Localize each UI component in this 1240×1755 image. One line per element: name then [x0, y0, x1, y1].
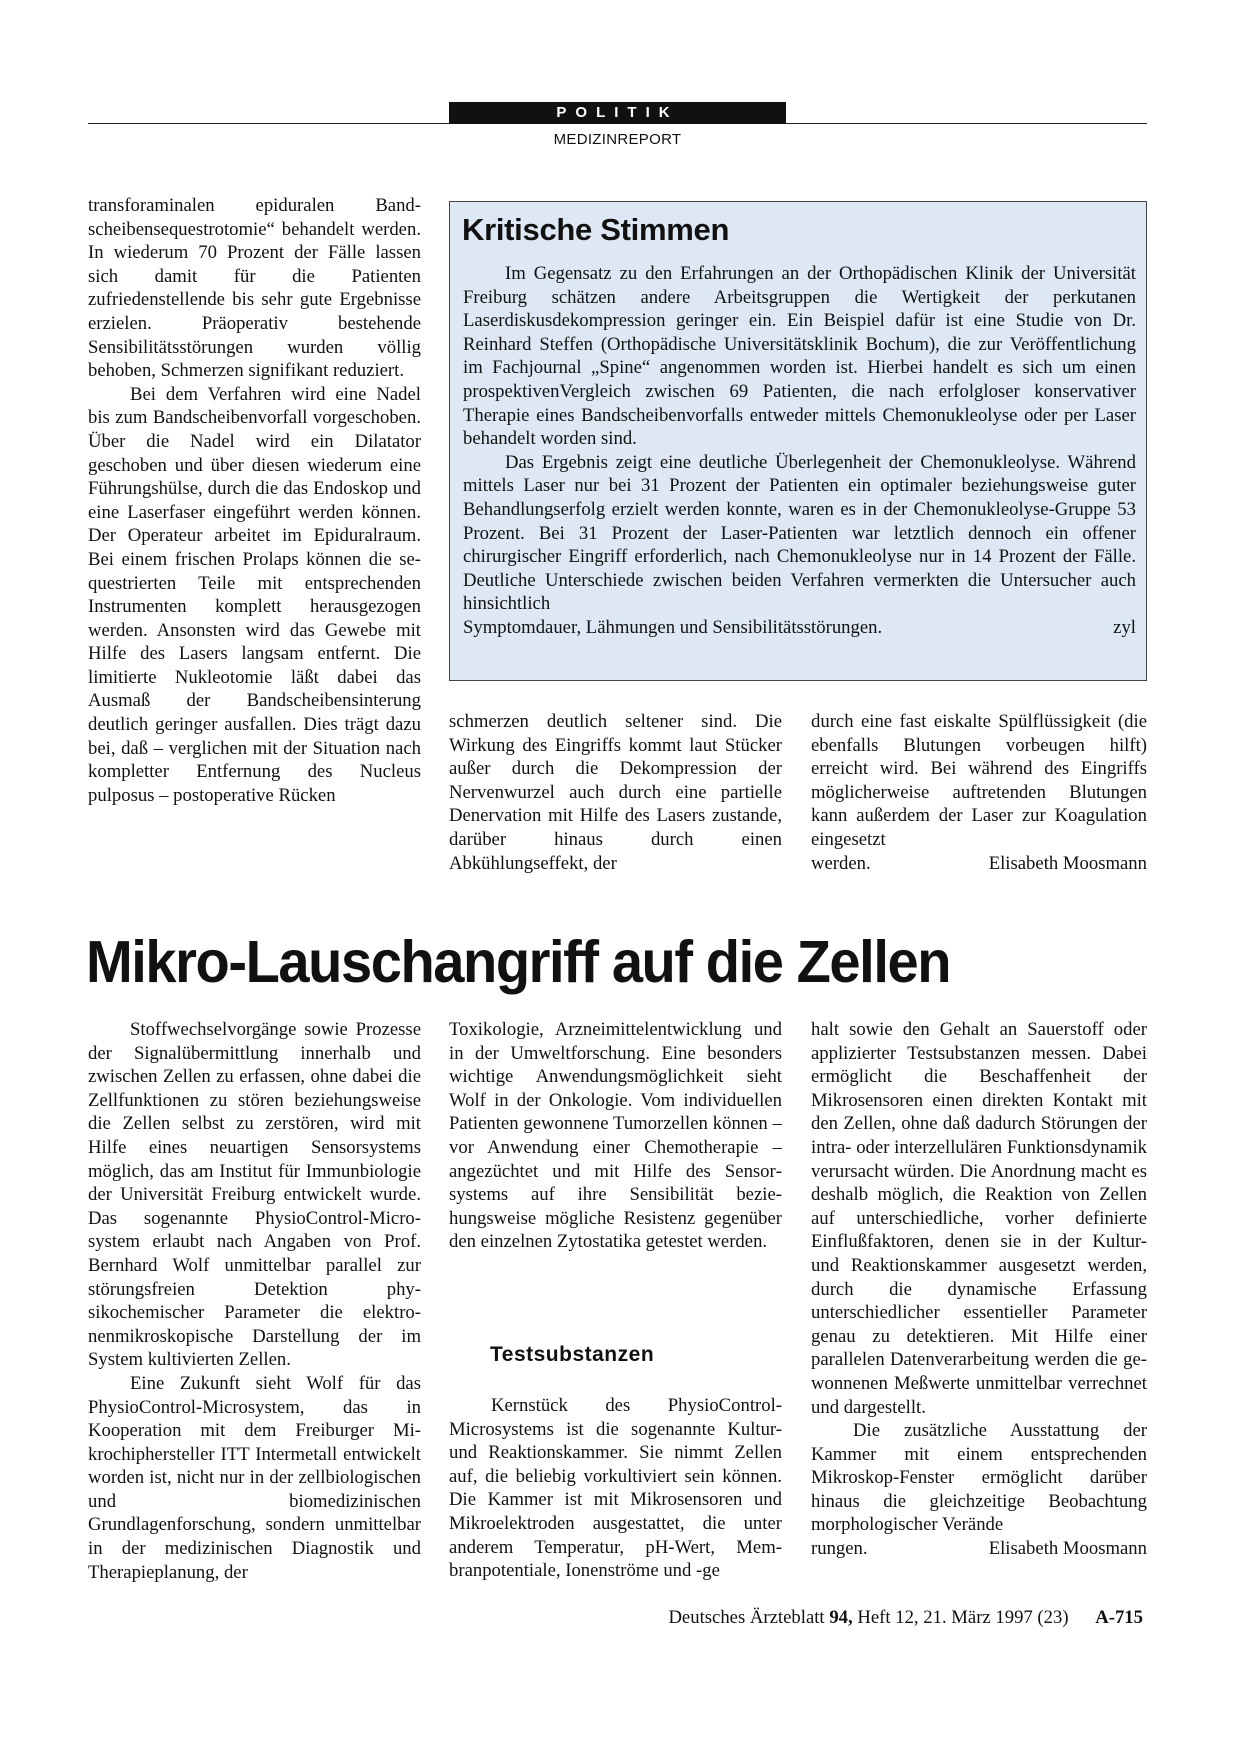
paragraph: Stoffwechselvorgänge sowie Prozesse der Signalübermittlung innerhalb und zwischen Zellen zu erfassen, ohne dabei die Zellfunktionen zu stören beziehungsweise die Zellen selbst zu zerstören, wird mit Hilfe eines neuartigen Sensorsystems möglich, das am Institut für Immunbiologie der Universität Freiburg entwickelt wurde. Das sogenannte PhysioControl-Microsystem erlaubt nach Angaben von Prof. Bernhard Wolf unmittelbar parallel zur störungsfreien Detektion physikochemischer Parameter die elektronenmikroskopische Darstellung der im System kultivierten Zellen. [88, 1019, 421, 1371]
paragraph: transforaminalen epiduralen Bandscheibensequestrotomie“ behandelt werden. In wiederum 70 Prozent der Fälle lassen sich damit für die Patienten zufriedenstellende bis sehr gute Ergebnisse erzielen. Präoperativ bestehende Sensibilitätsstörungen wurden völlig behoben, Schmerzen signifikant reduziert. [88, 195, 421, 382]
journal-name: Deutsches Ärzteblatt [668, 1607, 825, 1628]
lower-article-column-2-continued [449, 1394, 782, 1583]
paragraph: Kernstück des PhysioControl-Microsystems ist die sogenannte Kultur- und Reaktionskammer. Sie nimmt Zellen auf, die beliebig vorkultiviert sein können. Die Kammer ist mit Mikrosensoren und Mikroelektroden ausgestattet, die unter anderem Temperatur, pH-Wert, Membranpotentiale, Ionenströme und -ge [449, 1395, 782, 1582]
sidebar-paragraph: Das Ergebnis zeigt eine deutliche Überlegenheit der Chemonukleolyse. Während mittels Laser nur bei 31 Prozent der Patienten ein optimaler beziehungsweise guter Behandlungserfolg erzielt werden konnte, waren es in der Chemonukleolyse-Gruppe 53 Prozent. Bei 31 Prozent der Laser-Patienten war letztlich dennoch ein offener chirurgischer Eingriff erforderlich, nach Chemonukleolyse nur in 14 Prozent der Fälle. Deutliche Unterschiede zwischen beiden Verfahren vermerkten die Untersucher auch hinsichtlich [463, 451, 1136, 615]
sidebar-last-line [463, 616, 1136, 640]
paragraph: Die zusätzliche Ausstattung der Kammer mit einem entsprechenden Mikroskop-Fenster ermöglicht darüber hinaus die gleichzeitige Beobachtung morphologischer Verände [811, 1420, 1147, 1536]
journal-volume: 94, [829, 1607, 853, 1628]
author-name: Elisabeth Moosmann [988, 852, 1147, 874]
upper-article-column-3 [811, 710, 1147, 875]
section-label: POLITIK [449, 102, 786, 124]
upper-article-column-2 [449, 710, 782, 875]
paragraph: Eine Zukunft sieht Wolf für das PhysioControl-Microsystem, das in Kooperation mit dem Freiburger Mikrochiphersteller ITT Intermetall entwickelt worden ist, nicht nur in der zellbiologischen und biomedizinischen Grundlagenforschung, sondern unmittelbar in der medizinischen Diagnostik und Therapieplanung, der [88, 1372, 421, 1583]
author-line [811, 852, 1147, 876]
sidebar-last-line-text: Symptomdauer, Lähmungen und Sensibilitätsstörungen. [463, 616, 883, 638]
lower-article-column-3 [811, 1018, 1147, 1561]
author-line [811, 1537, 1147, 1561]
paragraph: schmerzen deutlich seltener sind. Die Wirkung des Eingriffs kommt laut Stücker außer durch die Dekompression der Nervenwurzel auch durch eine partielle Denervation mit Hilfe des Lasers zustande, darüber hinaus durch einen Abkühlungseffekt, der [449, 711, 782, 874]
paragraph: Bei dem Verfahren wird eine Nadel bis zum Bandscheibenvorfall vorgeschoben. Über die Nadel wird ein Dilatator geschoben und über diesen wiederum eine Führungshülse, durch die das Endoskop und eine Laserfaser eingeführt werden können. Der Operateur arbeitet im Epiduralraum. Bei einem frischen Prolaps können die sequestrierten Teile mit entsprechenden Instrumenten komplett herausgezogen werden. Ansonsten wird das Gewebe mit Hilfe des Lasers langsam entfernt. Die limitierte Nukleotomie läßt dabei das Ausmaß der Bandscheibensinterung deutlich geringer ausfallen. Dies trägt dazu bei, daß – verglichen mit der Situation nach kompletter Entfernung des Nucleus pulposus – postoperative Rücken [88, 383, 421, 806]
closing-word: rungen. [811, 1538, 868, 1560]
sidebar-body [463, 262, 1136, 640]
page-number: A-715 [1095, 1607, 1143, 1628]
page-footer [668, 1607, 1143, 1629]
upper-article-column-1 [88, 194, 421, 807]
subsection-label: MEDIZINREPORT [553, 131, 682, 148]
lower-article-column-1 [88, 1018, 421, 1584]
sidebar-paragraph: Im Gegensatz zu den Erfahrungen an der Orthopädischen Klinik der Universität Freiburg schätzen andere Arbeitsgruppen die Wertigkeit der perkutanen Laserdiskusdekompression geringer ein. Ein Beispiel dafür ist eine Studie von Dr. Reinhard Steffen (Orthopädische Universitätsklinik Bochum), die zur Veröffentlichung im Fachjournal „Spine“ angenommen worden ist. Hierbei handelt es sich um einen prospektivenVergleich zwischen 69 Patienten, die nach erfolgloser konservativer Therapie eines Bandscheibenvorfalls entweder mittels Chemonukleolyse oder per Laser behandelt worden sind. [463, 263, 1136, 450]
paragraph: durch eine fast eiskalte Spülflüssigkeit (die ebenfalls Blutungen vorbeugen hilft) erreicht wird. Bei während des Eingriffs möglicherweise auftretenden Blutungen kann außerdem der Laser zur Koagulation eingesetzt [811, 711, 1147, 850]
paragraph: halt sowie den Gehalt an Sauerstoff oder applizierter Testsubstanzen messen. Dabei ermöglicht die Beschaffenheit der Mikrosensoren einen direkten Kontakt mit den Zellen, ohne daß dadurch Störungen der intra- oder interzellulären Funktionsdynamik verursacht würden. Die Anordnung macht es deshalb möglich, die Reaktion von Zellen auf unterschiedliche, vorher definierte Einflußfaktoren, denen sie in der Kultur- und Reaktionskammer ausgesetzt werden, durch die dynamische Erfassung unterschiedlicher essentieller Parameter genau zu detektieren. Mit Hilfe einer parallelen Datenverarbeitung werden die gewonnenen Meßwerte unmittelbar verrechnet und dargestellt. [811, 1019, 1147, 1418]
subheading: Testsubstanzen [490, 1343, 655, 1366]
lower-article-column-2 [449, 1018, 782, 1254]
paragraph: Toxikologie, Arzneimittelentwicklung und in der Umweltforschung. Eine besonders wichtige Anwendungsmöglichkeit sieht Wolf in der Onkologie. Vom individuellen Patienten gewonnene Tumorzellen können – vor Anwendung einer Chemotherapie – angezüchtet und mit Hilfe des Sensorsystems auf ihre Sensibilität beziehungsweise mögliche Resistenz gegenüber den einzelnen Zytostatika getestet werden. [449, 1019, 782, 1253]
journal-issue: Heft 12, 21. März 1997 (23) [857, 1607, 1069, 1628]
sidebar-title: Kritische Stimmen [462, 212, 730, 247]
article-headline: Mikro-Lauschangriff auf die Zellen [86, 929, 951, 995]
sidebar-signature: zyl [1113, 616, 1136, 638]
author-name: Elisabeth Moosmann [988, 1538, 1147, 1560]
closing-word: werden. [811, 852, 871, 874]
